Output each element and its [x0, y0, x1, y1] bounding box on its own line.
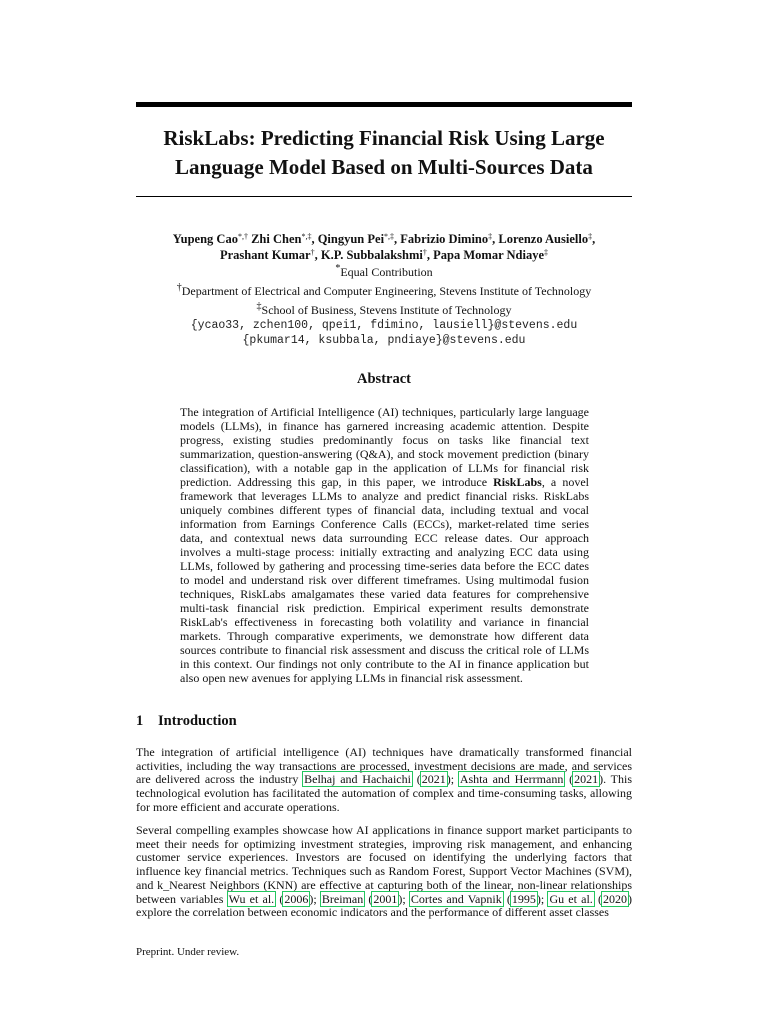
- citation-link[interactable]: 2001: [373, 891, 398, 906]
- author-mark: ‡: [488, 232, 493, 241]
- author-list: Yupeng Cao*,† Zhi Chen*,‡, Qingyun Pei*,‡, Fabrizio Dimino‡, Lorenzo Ausiello‡, Prashant Kumar†, K.P. Subbalakshmi†, Papa Momar Ndiaye‡: [172, 232, 596, 262]
- intro-paragraph-2: Several compelling examples showcase how AI applications in finance support market participants to meet their needs for optimizing investment strategies, improving risk management, and enhancing customer service experiences. Investors are focused on identifying the underlying factors that influence key financial metrics. Techniques such as Random Forest, Support Vector Machines (SVM), and k_Nearest Neighbors (KNN) are effective at capturing both of the linear, non-linear relationships between variables Wu et al. (2006); Breiman (2001); Cortes and Vapnik (1995); Gu et al. (2020) explore the correlation between economic indicators and the performance of different asset classes: [136, 823, 632, 920]
- title-line-1: RiskLabs: Predicting Financial Risk Using Large: [163, 126, 605, 150]
- abstract-text: The integration of Artificial Intelligence (AI) techniques, particularly large language models (LLMs), in finance has garnered increasing academic attention. Despite progress, existing studies predominantly focus on tasks like financial text summarization, question-answering (Q&A), and stock movement prediction (binary classification), with a notable gap in the application of LLMs for financial risk prediction. Addressing this gap, in this paper, we introduce RiskLabs, a novel framework that leverages LLMs to analyze and predict financial risks. RiskLabs uniquely combines different types of financial data, including textual and vocal information from Earnings Conference Calls (ECCs), market-related time series data, and contextual news data surrounding ECC release dates. Our approach involves a multi-stage process: initially extracting and analyzing ECC data using LLMs, followed by gathering and processing time-series data before the ECC dates to model and understand risk over different timeframes. Using multimodal fusion techniques, RiskLabs amalgamates these varied data features for comprehensive multi-task financial risk prediction. Empirical experiment results demonstrate RiskLab's effectiveness in forecasting both volatility and variance in financial markets. Through comparative experiments, we demonstrate how different data sources contribute to financial risk assessment and discuss the critical role of LLMs in this context. Our findings not only contribute to the AI in finance application but also open new avenues for applying LLMs in financial risk assessment.: [180, 405, 589, 685]
- risklabs-name: RiskLabs: [493, 475, 542, 489]
- footnote-mark: *: [335, 263, 341, 274]
- author-name: Papa Momar Ndiaye: [433, 248, 545, 262]
- author-mark: *,‡: [301, 232, 312, 241]
- citation-link[interactable]: Belhaj and Hachaichi: [304, 772, 411, 787]
- email-line-2: {pkumar14, ksubbala, pndiaye}@stevens.edu: [242, 334, 526, 347]
- citation-link[interactable]: Wu et al.: [228, 891, 275, 906]
- paper-title: [136, 124, 632, 182]
- affiliation-business: ‡School of Business, Stevens Institute of Technology: [256, 301, 512, 317]
- author-name: Fabrizio Dimino: [400, 232, 489, 246]
- author-name: Prashant Kumar: [219, 248, 311, 262]
- citation-link[interactable]: 1995: [511, 891, 536, 906]
- email-line-1: {ycao33, zchen100, qpei1, fdimino, lausiell}@stevens.edu: [190, 319, 578, 332]
- author-name: Zhi Chen: [251, 232, 302, 246]
- intro-paragraph-1: The integration of artificial intelligence (AI) techniques have dramatically transformed financial activities, including the way transactions are processed, investment decisions are made, and services are delivered across the industry Belhaj and Hachaichi (2021); Ashta and Herrmann (2021). This technological evolution has facilitated the automation of complex and time-consuming tasks, allowing for more efficient and accurate operations.: [136, 745, 632, 814]
- author-mark: †: [310, 248, 315, 257]
- author-mark: †: [422, 248, 427, 257]
- footnote-mark: †: [176, 282, 182, 293]
- author-name: Yupeng Cao: [172, 232, 238, 246]
- affiliations: [136, 261, 632, 348]
- equal-contribution-note: *Equal Contribution: [335, 263, 433, 279]
- top-rule: [136, 102, 632, 107]
- author-mark: ‡: [544, 248, 549, 257]
- citation-link[interactable]: 2021: [574, 772, 599, 787]
- citation-link[interactable]: Breiman: [321, 891, 364, 906]
- author-mark: *,‡: [384, 232, 395, 241]
- author-mark: ‡: [588, 232, 593, 241]
- author-name: Lorenzo Ausiello: [498, 232, 589, 246]
- citation-link[interactable]: 2006: [284, 891, 309, 906]
- title-rule: [136, 196, 632, 197]
- citation-link[interactable]: Gu et al.: [549, 891, 593, 906]
- citation-link[interactable]: 2021: [421, 772, 446, 787]
- author-name: K.P. Subbalakshmi: [320, 248, 423, 262]
- abstract-heading: Abstract: [357, 371, 411, 387]
- section-number: 1: [136, 713, 144, 729]
- affiliation-ece: †Department of Electrical and Computer Engineering, Stevens Institute of Technology: [176, 282, 592, 298]
- citation-link[interactable]: Ashta and Herrmann: [459, 772, 564, 787]
- citation-link[interactable]: Cortes and Vapnik: [410, 891, 502, 906]
- author-name: Qingyun Pei: [317, 232, 385, 246]
- title-line-2: Language Model Based on Multi-Sources Data: [175, 155, 593, 179]
- citation-link[interactable]: 2020: [602, 891, 627, 906]
- author-mark: *,†: [237, 232, 248, 241]
- preprint-footer: Preprint. Under review.: [136, 946, 240, 958]
- footnote-mark: ‡: [256, 301, 262, 312]
- section-heading-introduction: [136, 713, 237, 730]
- section-title: Introduction: [158, 713, 237, 729]
